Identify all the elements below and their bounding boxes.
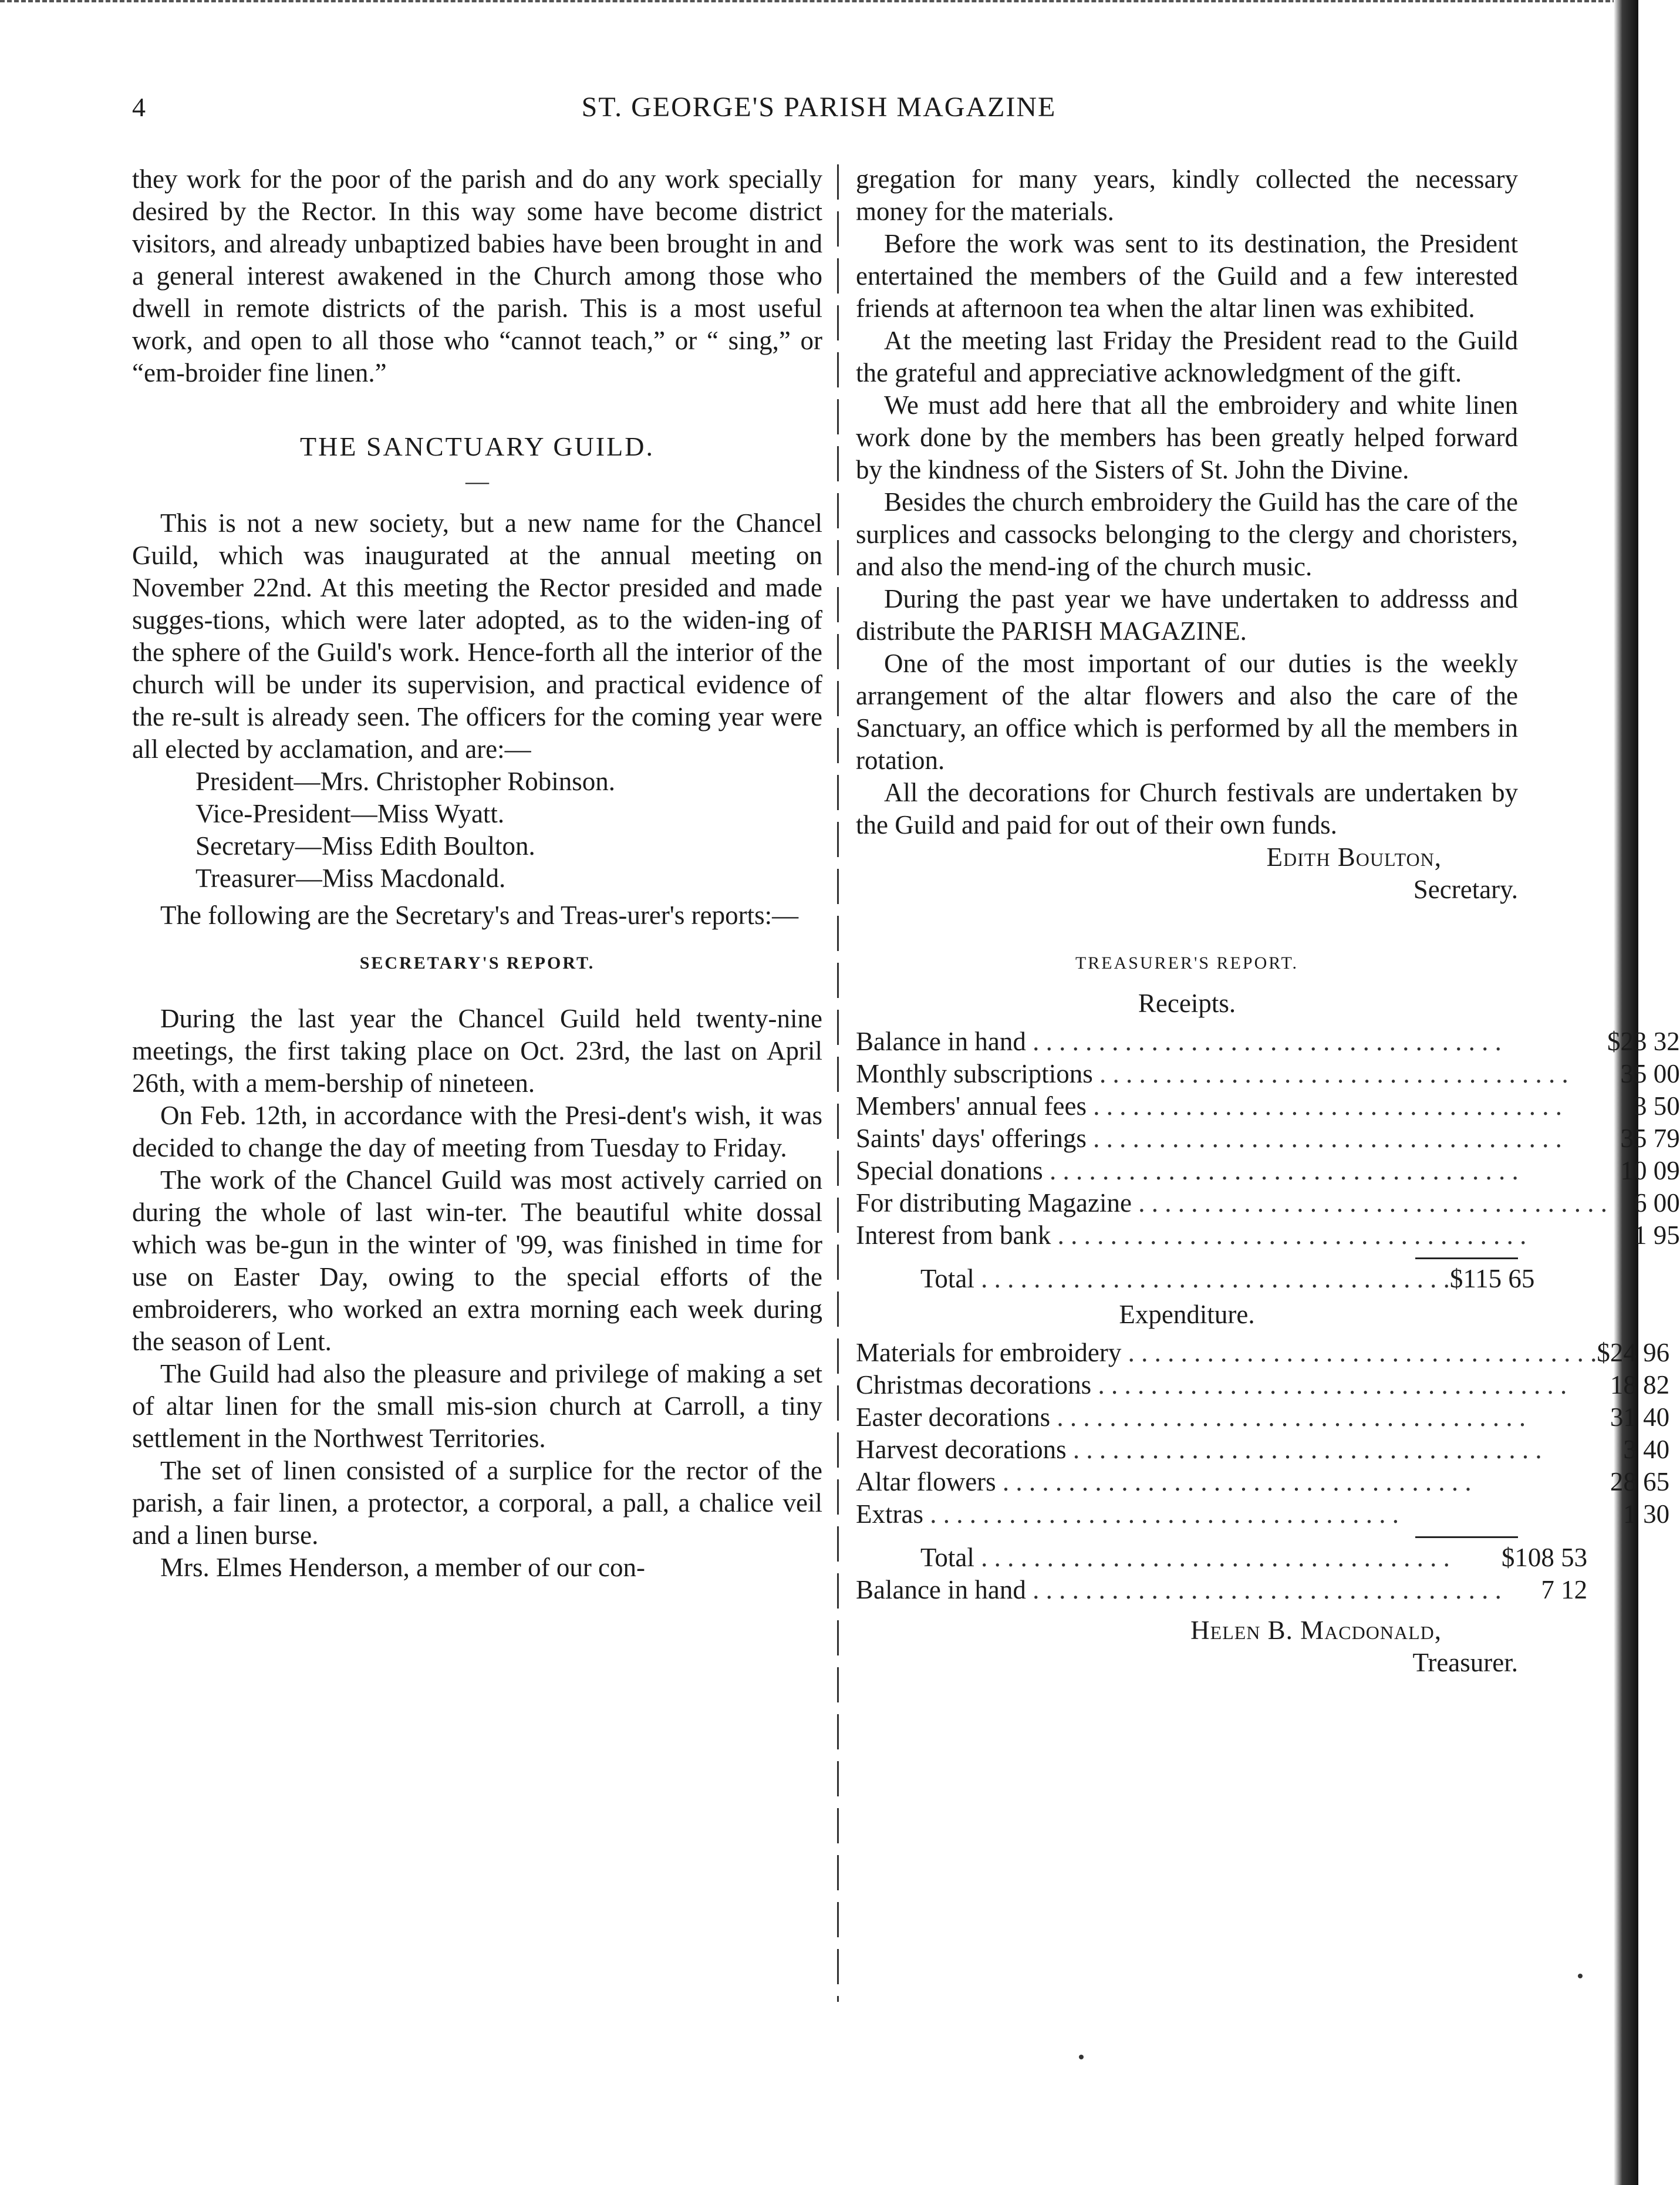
officers-list [195, 766, 822, 895]
expenditure-row [856, 1434, 1669, 1466]
right-paragraph-5: Besides the church embroidery the Guild has the care of the surplices and cassocks belonging to the clergy and choristers, and also the mend-ing of the church music. [856, 487, 1518, 581]
secretary-paragraph-5: The set of linen consisted of a surplice for the rector of the parish, a fair linen, a protector, a corporal, a pall, a chalice veil and a linen burse. [132, 1456, 822, 1550]
right-paragraph-8: All the decorations for Church festivals are undertaken by the Guild and paid for out of their own funds. [856, 778, 1518, 839]
secretary-paragraph-6: Mrs. Elmes Henderson, a member of our con- [160, 1553, 646, 1582]
right-paragraph-1: gregation for many years, kindly collected the necessary money for the materials. [856, 164, 1518, 226]
treasurer-signature-name: Helen B. Macdonald, [1190, 1616, 1442, 1645]
receipt-label: Members' annual fees . . . [856, 1090, 1607, 1122]
receipt-amount: $23 32 [1607, 1027, 1680, 1056]
reports-intro: The following are the Secretary's and Treas-urer's reports:— [160, 901, 799, 930]
right-column [856, 163, 1680, 1679]
column-divider [837, 164, 839, 2002]
left-column [132, 163, 822, 1584]
secretary-signature-name: Edith Boulton, [1266, 842, 1442, 872]
receipt-row [856, 1155, 1680, 1187]
officer-president: President—Mrs. Christopher Robinson. [195, 767, 615, 796]
expenditure-row [856, 1337, 1669, 1369]
closing-balance-amount: 7 12 [1541, 1575, 1588, 1604]
secretary-paragraph-3: The work of the Chancel Guild was most actively carried on during the whole of last win-ter. The beautiful white dossal which was be-gun in the winter of '99, was finished in time for use on Easter Day, owing to the special efforts of the embroiderers, who worked an extra morning each week during the season of Lent. [132, 1165, 822, 1356]
intro-paragraph: they work for the poor of the parish and do any work specially desired by the Rector. In this way some have become district visitors, and already unbaptized babies have been brought in and a general interest awakened in the Church among those who dwell in remote districts of the parish. This is a most useful work, and open to all those who “cannot teach,” or “ sing,” or “em-broider fine linen.” [132, 164, 822, 387]
expenditure-row [856, 1466, 1669, 1498]
expenditure-label: Altar flowers . . . [856, 1466, 1597, 1498]
receipts-total-amount: $115 65 [1449, 1264, 1535, 1293]
receipt-label: Special donations . . . [856, 1155, 1607, 1187]
receipt-amount: 35 00 [1620, 1059, 1680, 1088]
expenditure-total-amount: $108 53 [1501, 1543, 1588, 1572]
secretary-report-heading: SECRETARY'S REPORT. [359, 953, 595, 973]
receipts-total-row [856, 1263, 1534, 1295]
closing-balance-row [856, 1574, 1587, 1606]
receipt-row [856, 1026, 1680, 1058]
receipt-label: For distributing Magazine . . . [856, 1187, 1607, 1219]
treasurer-report-heading: TREASURER'S REPORT. [1075, 953, 1299, 973]
guild-heading: THE SANCTUARY GUILD. [300, 431, 655, 461]
expenditure-row [856, 1369, 1669, 1401]
receipts-heading: Receipts. [1138, 989, 1236, 1018]
receipt-row [856, 1219, 1680, 1252]
guild-heading-dash: — [465, 468, 489, 494]
receipt-amount: 10 09 [1620, 1156, 1680, 1185]
closing-balance-label: Balance in hand . . . [856, 1574, 1502, 1606]
receipts-total-rule [1415, 1257, 1518, 1259]
receipt-label: Saints' days' offerings . . . [856, 1122, 1607, 1155]
expenditure-label: Christmas decorations . . . [856, 1369, 1597, 1401]
receipt-row [856, 1090, 1680, 1122]
right-paragraph-3: At the meeting last Friday the President read to the Guild the grateful and appreciative acknowledgment of the gift. [856, 326, 1518, 387]
expenditure-amount: 18 82 [1610, 1370, 1670, 1400]
officer-secretary: Secretary—Miss Edith Boulton. [195, 831, 535, 861]
expenditure-total-table [856, 1542, 1587, 1606]
expenditure-total-label: Total . . . [856, 1542, 1502, 1574]
right-paragraph-7: One of the most important of our duties is the weekly arrangement of the altar flowers and also the care of the Sanctuary, an office which is performed by all the members in rotation. [856, 649, 1518, 775]
guild-paragraph: This is not a new society, but a new name for the Chancel Guild, which was inaugurated at the annual meeting on November 22nd. At this meeting the Rector presided and made sugges-tions, which were later adopted, as to the widen-ing of the sphere of the Guild's work. Hence-forth all the interior of the church will be under its supervision, and practical evidence of the re-sult is already seen. The officers for the coming year were all elected by acclamation, and are:— [132, 508, 822, 764]
receipt-label: Monthly subscriptions . . . [856, 1058, 1607, 1090]
secretary-signature-title: Secretary. [1413, 875, 1518, 904]
expenditure-row [856, 1498, 1669, 1530]
expenditure-amount: 28 65 [1610, 1467, 1670, 1496]
expenditure-row [856, 1401, 1669, 1434]
right-paragraph-6: During the past year we have undertaken to addresss and distribute the PARISH MAGAZINE. [856, 584, 1518, 646]
scan-top-border [0, 0, 1638, 6]
expenditure-label: Easter decorations . . . [856, 1401, 1597, 1434]
officer-vice-president: Vice-President—Miss Wyatt. [195, 799, 505, 828]
receipt-label: Balance in hand . . . [856, 1026, 1607, 1058]
right-paragraph-4: We must add here that all the embroidery and white linen work done by the members has been greatly helped forward by the kindness of the Sisters of St. John the Divine. [856, 390, 1518, 484]
expenditure-total-row [856, 1542, 1587, 1574]
receipts-total-table [856, 1263, 1534, 1295]
expenditure-amount: 31 40 [1610, 1402, 1670, 1432]
expenditure-total-rule [1415, 1536, 1518, 1538]
page-number: 4 [132, 92, 146, 122]
secretary-paragraph-2: On Feb. 12th, in accordance with the Presi-dent's wish, it was decided to change the day of meeting from Tuesday to Friday. [132, 1101, 822, 1162]
receipts-total-label: Total . . . [856, 1263, 1450, 1295]
page-header [132, 87, 1506, 128]
receipt-row [856, 1058, 1680, 1090]
expenditure-amount: 3 40 [1623, 1435, 1670, 1464]
expenditure-amount: $24 96 [1597, 1338, 1670, 1367]
expenditure-label: Harvest decorations . . . [856, 1434, 1597, 1466]
secretary-paragraph-4: The Guild had also the pleasure and privilege of making a set of altar linen for the small mis-sion church at Carroll, a tiny settlement in the Northwest Territories. [132, 1359, 822, 1453]
receipt-row [856, 1187, 1680, 1219]
ink-speck [1079, 2055, 1084, 2059]
receipt-amount: 3 50 [1633, 1091, 1680, 1121]
receipt-row [856, 1122, 1680, 1155]
treasurer-signature-title: Treasurer. [1412, 1648, 1518, 1677]
officer-treasurer: Treasurer—Miss Macdonald. [195, 864, 506, 893]
expenditure-label: Materials for embroidery . . . [856, 1337, 1597, 1369]
magazine-title: ST. GEORGE'S PARISH MAGAZINE [581, 92, 1057, 123]
receipt-label: Interest from bank . . . [856, 1219, 1607, 1252]
receipt-amount: 1 95 [1633, 1220, 1680, 1250]
right-paragraph-2: Before the work was sent to its destination, the President entertained the members of the Guild and a few interested friends at afternoon tea when the altar linen was exhibited. [856, 229, 1518, 323]
receipt-amount: 6 00 [1633, 1188, 1680, 1218]
expenditure-heading: Expenditure. [1119, 1300, 1255, 1329]
ink-speck [1578, 1974, 1583, 1978]
expenditure-amount: 1 30 [1623, 1499, 1670, 1529]
secretary-paragraph-1: During the last year the Chancel Guild held twenty-nine meetings, the first taking place on Oct. 23rd, the last on April 26th, with a mem-bership of nineteen. [132, 1004, 822, 1098]
expenditure-label: Extras . . . [856, 1498, 1597, 1530]
expenditure-table [856, 1337, 1669, 1530]
receipts-table [856, 1026, 1680, 1252]
receipt-amount: 35 79 [1620, 1124, 1680, 1153]
